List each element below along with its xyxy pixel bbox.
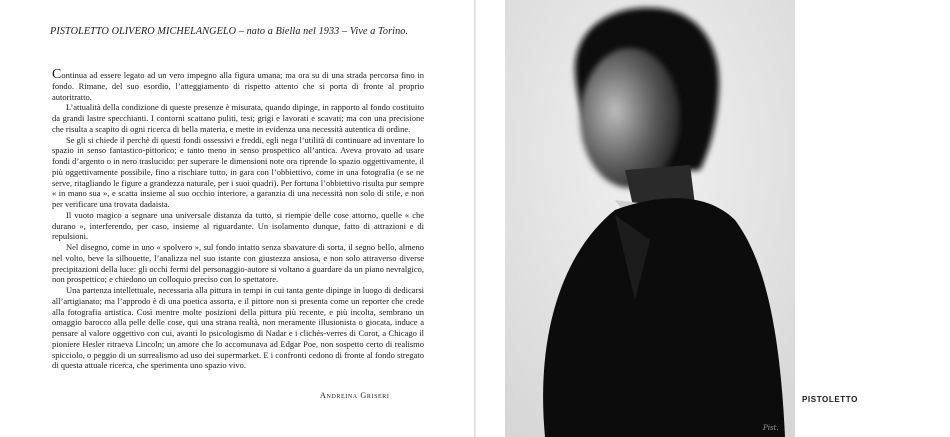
artist-header: PISTOLETTO OLIVERO MICHELANGELO – nato a Biella nel 1933 – Vive a Torino. (50, 26, 409, 37)
left-page (0, 0, 474, 437)
paragraph-5: Nel disegno, come in uno « spolvero », sul fondo intatto senza sbavature di sorta, il segno bello, almeno nel volto, beve la silhouette, l’analizza nel suo istante con giustezza ansiosa, e non solo attraverso diverse precipitazioni della luce: gli occhi fermi del personaggio-autore si voltano a guardare da un piano nevralgico, non prospettico; e chiedono un colloquio preciso con lo spettatore. (52, 242, 424, 285)
essay-text (52, 67, 424, 371)
paragraph-1 (52, 67, 424, 102)
author-signature: Andreina Griseri (320, 391, 390, 400)
paragraph-4: Il vuoto magico a segnare una universale distanza da tutto, si riempie delle cose attorno, quelle « che durano », interferendo, per caso, insieme al riguardante. Un isolamento dunque, fatto di attrazioni e di repulsioni. (52, 209, 424, 242)
portrait-photo (505, 0, 795, 437)
right-page (476, 0, 950, 437)
photo-signature: Pist. (763, 424, 779, 432)
paragraph-3: Se gli si chiede il perchè di questi fondi ossessivi e freddi, egli nega l’utilità di continuare ad inventare lo spazio in senso fantastico-pittorico; e tanto meno in senso prospettico all’antica. Aveva provato ad usare fondi d’argento o in nero traslucido: per superare le dimensioni note ora riprende lo spazio oggettivamente, il più oggettivamente possibile, fino a rischiare tutto, in gara con l’obbiettivo, come in una fotografia (e se ne serve, ritagliando le figure a grandezza naturale, per i suoi quadri). Per fortuna l’obbiettivo risulta pur sempre « in mano sua », e scatta insieme al suo occhio interiore, a garanzia di una necessità non solo di stile, e non per verificare una trovata dadaista. (52, 134, 424, 209)
drop-cap: C (52, 67, 62, 82)
paragraph-6: Una partenza intellettuale, necessaria alla pittura in tempi in cui tanta gente dipinge in luogo di dedicarsi all’artigianato; ma l’approdo è di una poetica assorta, e il pittore non si presenta come un reporter che crede alla fotografia artistica. Così mentre molte posizioni della pittura più recente, e più incolta, sembrano un omaggio barocco alla pelle delle cose, qui una strana realtà, non meramente illusionista o giocata, induce a pensare al valore oggettivo con cui, avanti lo psicologismo di Nadar e i clichés-verres di Corot, a Chicago il pioniere Hesler ritraeva Lincoln; un amore che lo accomunava ad Edgar Poe, non sospetto certo di realismo spicciolo, o peggio di un surrealismo ad uso dei supermarket. E i confronti cedono di fronte al fondo stregato di questa attuale ricerca, che sperimenta uno spazio vivo. (52, 285, 424, 371)
paragraph-1-text: ontinua ad essere legato ad un vero impegno alla figura umana; ma ora su di una strada percorsa fino in fondo. Rimane, del suo esordio, l’atteggiamento di rispetto attento che si porta di fronte al proprio autoritratto. (52, 70, 424, 102)
photo-caption: PISTOLETTO (802, 395, 858, 404)
portrait-figure (505, 0, 795, 437)
paragraph-2: L’attualità della condizione di queste presenze è misurata, quando dipinge, in rapporto al fondo costituito da grandi lastre specchianti. I contorni scattano puliti, tesi; grigi e lavorati e scavati; ma con una precisione che risulta a scapito di ogni ricerca di bella materia, e mette in evidenza una necessità autentica di ordine. (52, 102, 424, 134)
